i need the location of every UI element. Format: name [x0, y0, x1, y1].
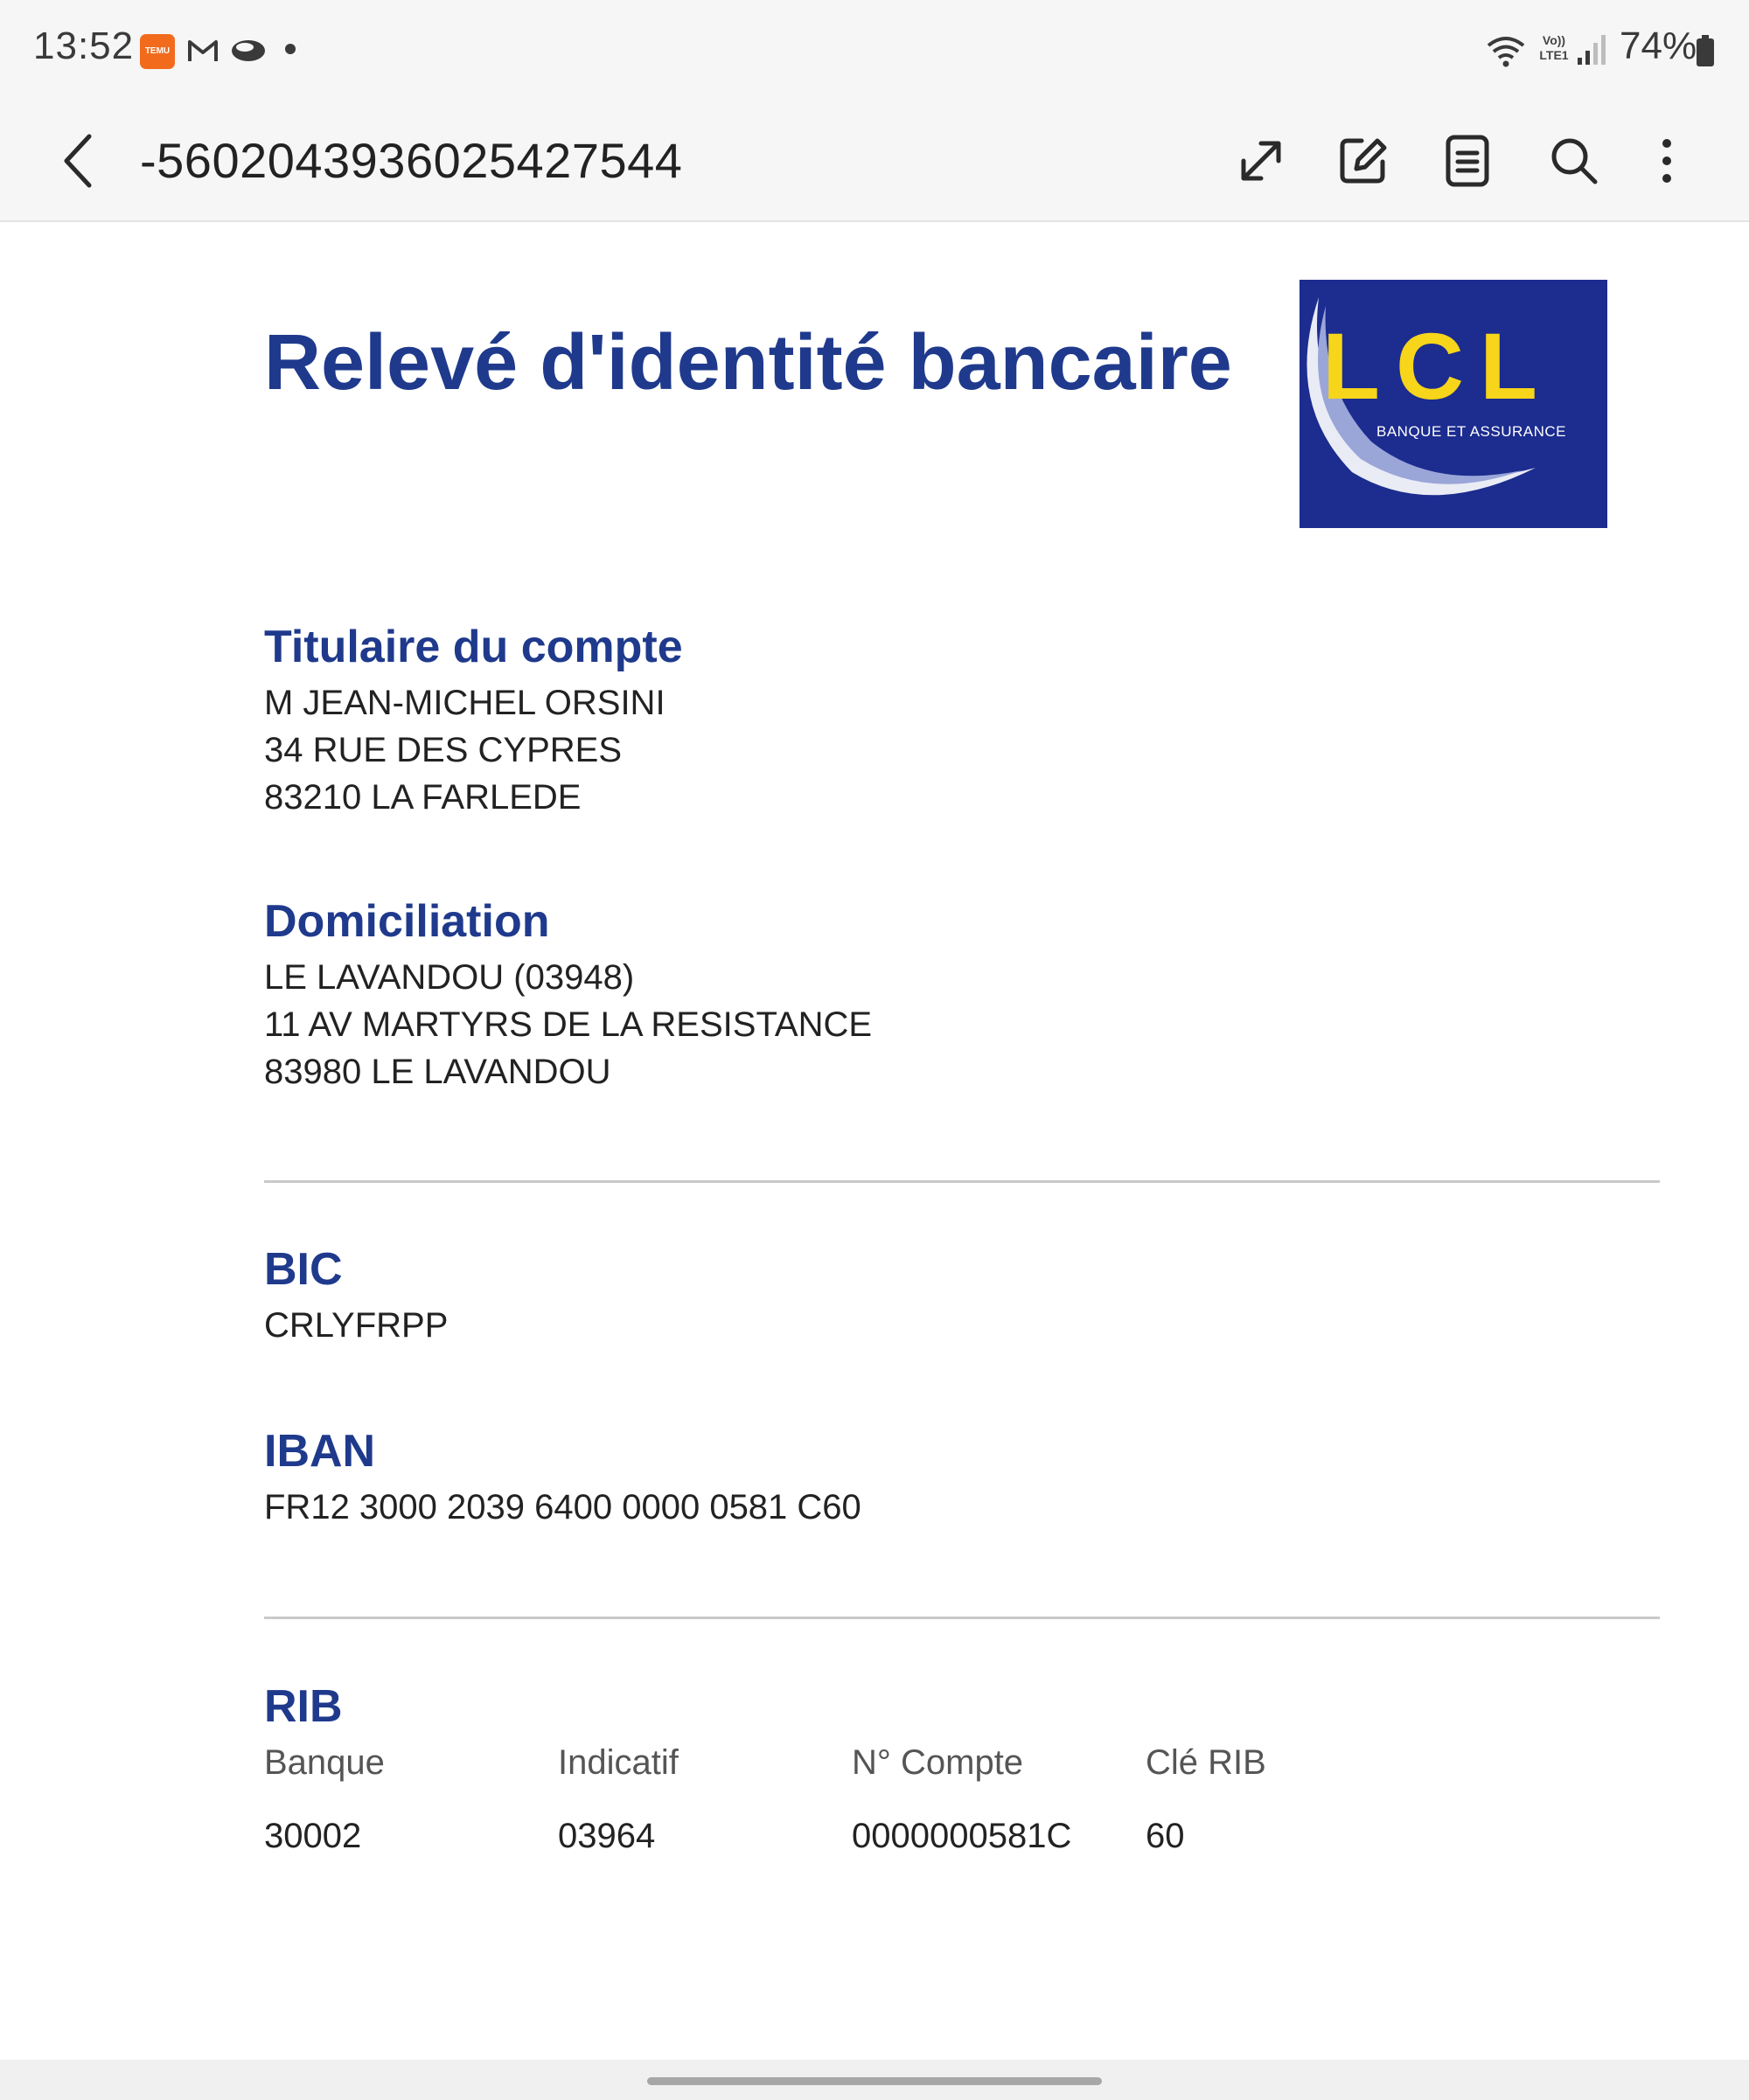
- more-notifications-dot: [285, 44, 296, 54]
- branch-city: 83980 LE LAVANDOU: [264, 1053, 611, 1091]
- logo-subtitle: BANQUE ET ASSURANCE: [1376, 423, 1567, 440]
- reader-mode-button[interactable]: [1432, 126, 1502, 196]
- volte-label: Vo)): [1542, 33, 1566, 47]
- divider: [264, 1617, 1660, 1619]
- document-page: [0, 222, 1749, 2058]
- iban-heading: IBAN: [264, 1426, 376, 1477]
- temu-notification-icon: TEMU: [140, 34, 175, 69]
- signal-icon: [1576, 31, 1607, 66]
- bic-value: CRLYFRPP: [264, 1306, 449, 1345]
- edit-button[interactable]: [1327, 126, 1397, 196]
- rib-col-indicatif: Indicatif: [558, 1743, 679, 1782]
- battery-icon: [1697, 35, 1714, 66]
- more-icon: [1658, 135, 1676, 187]
- rib-cle-value: 60: [1146, 1817, 1185, 1855]
- home-gesture-handle[interactable]: [647, 2077, 1102, 2085]
- gmail-notification-icon: [185, 33, 220, 68]
- domiciliation-heading: Domiciliation: [264, 896, 550, 947]
- rib-compte-value: 0000000581C: [852, 1817, 1072, 1855]
- back-icon[interactable]: [54, 126, 103, 196]
- status-time: 13:52: [33, 24, 135, 67]
- reader-mode-icon: [1445, 134, 1490, 188]
- divider: [264, 1180, 1660, 1183]
- edit-icon: [1335, 134, 1390, 188]
- more-options-button[interactable]: [1632, 126, 1702, 196]
- logo-text: LCL: [1322, 313, 1553, 419]
- rib-col-cle: Clé RIB: [1146, 1743, 1266, 1782]
- search-icon: [1548, 135, 1600, 187]
- app-bar: [0, 101, 1749, 222]
- wifi-icon: [1485, 31, 1527, 70]
- rib-heading: RIB: [264, 1681, 343, 1732]
- expand-button[interactable]: [1226, 126, 1296, 196]
- expand-icon: [1235, 135, 1287, 187]
- bic-heading: BIC: [264, 1244, 343, 1295]
- battery-percent: 74%: [1620, 24, 1697, 67]
- iban-value: FR12 3000 2039 6400 0000 0581 C60: [264, 1488, 861, 1526]
- holder-heading: Titulaire du compte: [264, 622, 683, 672]
- navigation-bar: [0, 2060, 1749, 2100]
- branch-street: 11 AV MARTYRS DE LA RESISTANCE: [264, 1005, 873, 1044]
- holder-name: M JEAN-MICHEL ORSINI: [264, 684, 665, 722]
- holder-street: 34 RUE DES CYPRES: [264, 731, 623, 769]
- status-bar: [0, 0, 1749, 101]
- file-title: -5602043936025427544: [140, 133, 683, 188]
- branch-name: LE LAVANDOU (03948): [264, 958, 635, 997]
- rib-col-banque: Banque: [264, 1743, 385, 1782]
- lcl-logo: [1300, 280, 1607, 528]
- volte-icon: [1536, 33, 1572, 68]
- rib-indicatif-value: 03964: [558, 1817, 656, 1855]
- lte-label: LTE1: [1539, 48, 1569, 62]
- search-button[interactable]: [1539, 126, 1609, 196]
- cloud-notification-icon: [229, 35, 268, 66]
- rib-banque-value: 30002: [264, 1817, 362, 1855]
- rib-col-compte: N° Compte: [852, 1743, 1024, 1782]
- holder-city: 83210 LA FARLEDE: [264, 778, 582, 817]
- document-title: Relevé d'identité bancaire: [264, 319, 1232, 407]
